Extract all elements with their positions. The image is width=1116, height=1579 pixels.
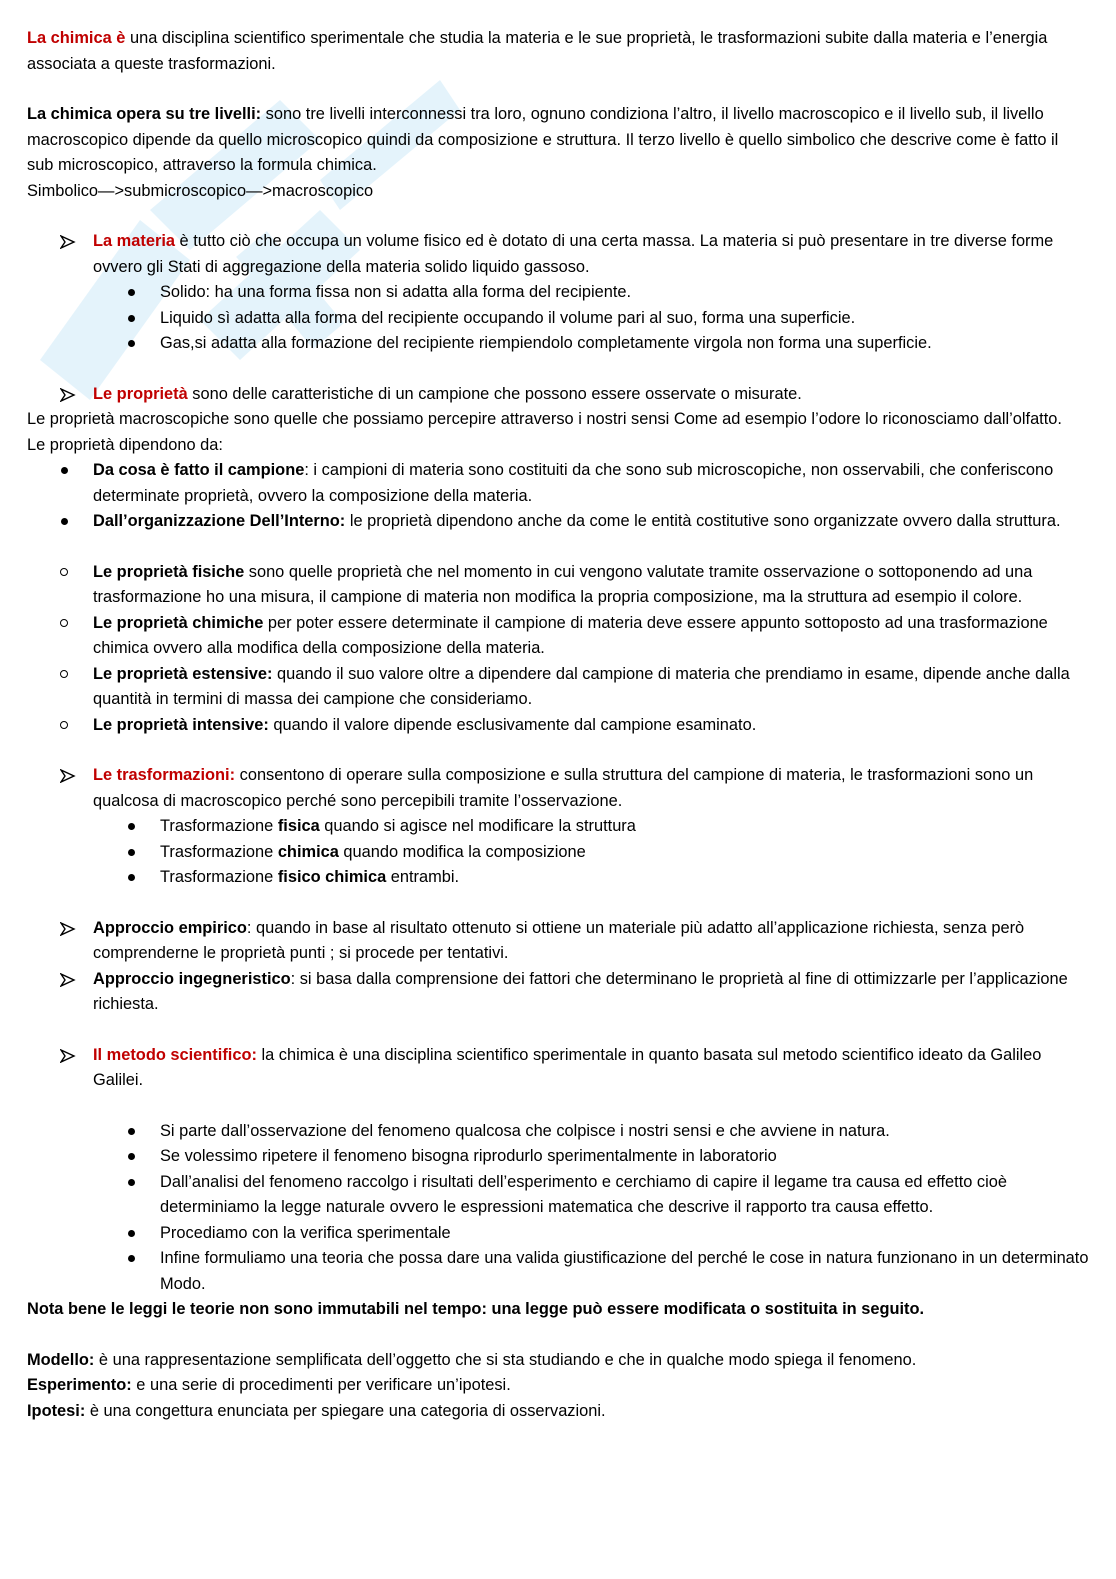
list-item: Si parte dall’osservazione del fenomeno qualcosa che colpisce i nostri sensi e che avviene in natura. (27, 1119, 1089, 1145)
livelli-term: La chimica opera su tre livelli: (27, 105, 262, 123)
list-item: Le proprietà chimiche per poter essere determinate il campione di materia deve essere appunto sottoposto ad una trasformazione chimica ovvero alla modifica della composizione della materia. (27, 611, 1089, 662)
metodo-item (27, 1043, 1089, 1094)
intro-paragraph (27, 26, 1089, 77)
approccio-ingegneristico-item: Approccio ingegneristico: si basa dalla comprensione dei fattori che determinano le proprietà al fine di ottimizzarle per l’applicazione richiesta. (27, 967, 1089, 1018)
list-item: Le proprietà intensive: quando il valore dipende esclusivamente dal campione esaminato. (27, 713, 1089, 739)
bullet-icon (128, 340, 135, 347)
bullet-icon (128, 1179, 135, 1186)
proprieta-macro: Le proprietà macroscopiche sono quelle che possiamo percepire attraverso i nostri sensi Come ad esempio l’odore lo riconosciamo dall’olfatto. (27, 410, 1062, 428)
livelli-chain: Simbolico—>submicroscopico—>macroscopico (27, 181, 374, 200)
list-item: Procediamo con la verifica sperimentale (27, 1221, 1089, 1247)
list-item: Dall’analisi del fenomeno raccolgo i risultati dell’esperimento e cerchiamo di capire il legame tra causa ed effetto cioè determiniamo la legge naturale ovvero le espressioni matematica che descrive il rapporto tra causa effetto. (27, 1170, 1089, 1221)
proprieta-item (27, 382, 1089, 408)
list-item: Trasformazione fisica quando si agisce nel modificare la struttura (27, 814, 1089, 840)
bullet-icon (128, 315, 135, 322)
nota-bene: Nota bene le leggi le teorie non sono immutabili nel tempo: una legge può essere modificata o sostituita in seguito. (27, 1300, 925, 1318)
list-item: Trasformazione chimica quando modifica la composizione (27, 840, 1089, 866)
circle-bullet-icon (60, 721, 68, 729)
arrow-bullet-icon (60, 973, 76, 987)
proprieta-term: Le proprietà (93, 384, 188, 403)
bullet-icon (128, 849, 135, 856)
livelli-text: sono tre livelli interconnessi tra loro, ognuno condiziona l’altro, il livello macroscopico e il livello sub, il livello macroscopico dipende da quello microscopico quindi da composizione e struttura. Il terzo livello è quello simbolico che descrive come è fatto il sub microscopico, attraverso la formula chimica. (27, 105, 1059, 174)
intro-term: La chimica è (27, 29, 126, 47)
definizione-ipotesi: Ipotesi: è una congettura enunciata per spiegare una categoria di osservazioni. (27, 1401, 606, 1420)
list-item: Infine formuliamo una teoria che possa dare una valida giustificazione del perché le cose in natura funzionano in un determinato Modo. (27, 1246, 1089, 1297)
list-item: Solido: ha una forma fissa non si adatta alla forma del recipiente. (27, 280, 1089, 306)
livelli-paragraph (27, 102, 1089, 179)
bullet-icon (61, 467, 68, 474)
materia-term: La materia (93, 232, 175, 250)
list-item: Trasformazione fisico chimica entrambi. (27, 865, 1089, 891)
proprieta-dipendono: Le proprietà dipendono da: (27, 435, 223, 454)
list-item: Le proprietà fisiche sono quelle proprietà che nel momento in cui vengono valutate tramite osservazione o sottoponendo ad una trasformazione ho una misura, il campione di materia non modifica la propria composizione, ma la struttura ad esempio il colore. (27, 560, 1089, 611)
list-item: Da cosa è fatto il campione: i campioni di materia sono costituiti da che sono sub microscopiche, non osservabili, che conferiscono determinate proprietà, ovvero la composizione della materia. (27, 458, 1089, 509)
bullet-icon (128, 1128, 135, 1135)
arrow-bullet-icon (60, 769, 76, 783)
bullet-icon (128, 1255, 135, 1262)
bullet-icon (128, 874, 135, 881)
definizione-modello: Modello: è una rappresentazione semplificata dell’oggetto che si sta studiando e che in qualche modo spiega il fenomeno. (27, 1350, 917, 1369)
document-body (27, 26, 1089, 1424)
circle-bullet-icon (60, 619, 68, 627)
bullet-icon (128, 823, 135, 830)
bullet-icon (128, 1230, 135, 1237)
trasformazioni-text: consentono di operare sulla composizione e sulla struttura del campione di materia, le trasformazioni sono un qualcosa di macroscopico perché sono percepibili tramite l’osservazione. (93, 766, 1034, 810)
metodo-term: Il metodo scientifico: (93, 1045, 257, 1064)
arrow-bullet-icon (60, 388, 76, 402)
proprieta-text: sono delle caratteristiche di un campione che possono essere osservate o misurate. (187, 384, 802, 403)
list-item: Liquido sì adatta alla forma del recipiente occupando il volume pari al suo, forma una superficie. (27, 306, 1089, 332)
intro-text: una disciplina scientifico sperimentale che studia la materia e le sue proprietà, le trasformazioni subite dalla materia e l’energia associata a queste trasformazioni. (27, 29, 1048, 73)
bullet-icon (61, 518, 68, 525)
trasformazioni-item (27, 763, 1089, 814)
definizione-esperimento: Esperimento: e una serie di procedimenti per verificare un’ipotesi. (27, 1376, 511, 1394)
arrow-bullet-icon (60, 922, 76, 936)
approccio-empirico-item: Approccio empirico: quando in base al risultato ottenuto si ottiene un materiale più adatto all’applicazione richiesta, senza però comprenderne le proprietà punti ; si procede per tentativi. (27, 916, 1089, 967)
bullet-icon (128, 289, 135, 296)
circle-bullet-icon (60, 670, 68, 678)
arrow-bullet-icon (60, 1049, 76, 1063)
list-item: Dall’organizzazione Dell’Interno: le proprietà dipendono anche da come le entità costitutive sono organizzate ovvero dalla struttura. (27, 509, 1089, 535)
arrow-bullet-icon (60, 235, 76, 249)
list-item: Gas,si adatta alla formazione del recipiente riempiendolo completamente virgola non forma una superficie. (27, 331, 1089, 357)
materia-item (27, 229, 1089, 280)
trasformazioni-term: Le trasformazioni: (93, 766, 236, 784)
list-item: Le proprietà estensive: quando il suo valore oltre a dipendere dal campione di materia che prendiamo in esame, dipende anche dalla quantità in termini di massa dei campione che consideriamo. (27, 662, 1089, 713)
circle-bullet-icon (60, 568, 68, 576)
materia-text: è tutto ciò che occupa un volume fisico ed è dotato di una certa massa. La materia si può presentare in tre diverse forme ovvero gli Stati di aggregazione della materia solido liquido gassoso. (93, 232, 1054, 276)
bullet-icon (128, 1153, 135, 1160)
list-item: Se volessimo ripetere il fenomeno bisogna riprodurlo sperimentalmente in laboratorio (27, 1144, 1089, 1170)
metodo-text: la chimica è una disciplina scientifico sperimentale in quanto basata sul metodo scientifico ideato da Galileo Galilei. (93, 1045, 1042, 1089)
